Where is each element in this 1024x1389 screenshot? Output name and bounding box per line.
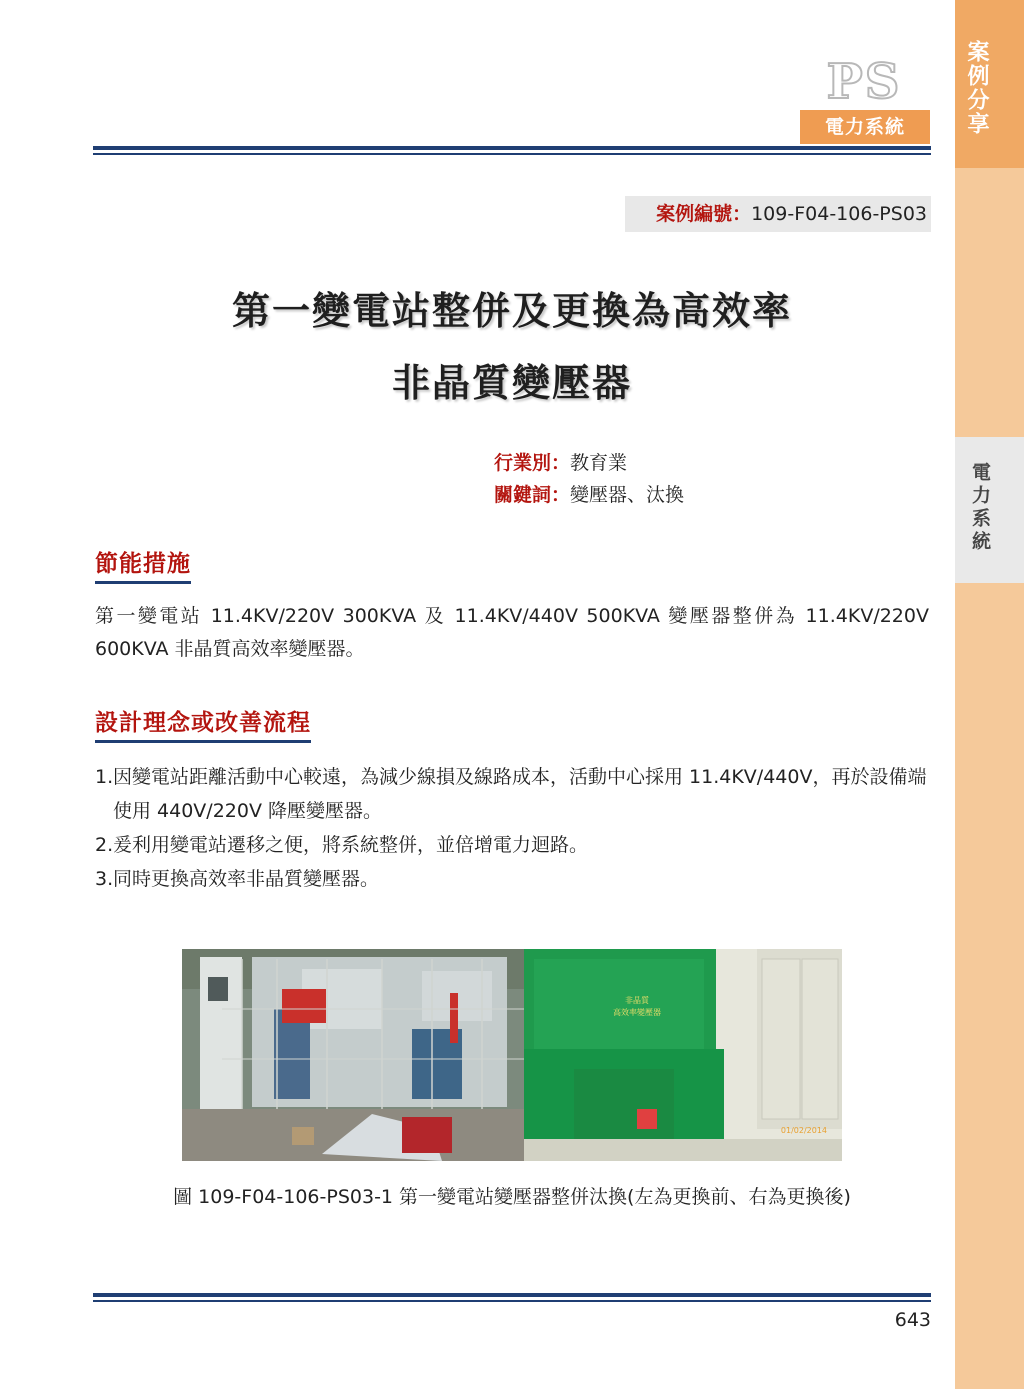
- list-item: [95, 828, 935, 862]
- figure-caption: 圖 109-F04-106-PS03-1 第一變電站變壓器整併汰換(左為更換前、右為更換後): [173, 1186, 851, 1208]
- list-item-number: 2.: [95, 834, 114, 856]
- case-label: 案例編號：: [656, 203, 752, 225]
- list-item-text: 爰利用變電站遷移之便，將系統整併，並倍增電力迴路。: [113, 834, 589, 856]
- header-rule-thin: [93, 153, 931, 155]
- section-label: 電力系統: [800, 110, 930, 144]
- photo-before: [182, 949, 524, 1161]
- case-number: 109-F04-106-PS03: [751, 203, 927, 225]
- list-item-number: 3.: [95, 868, 114, 890]
- page-title-line2: 非晶質變壓器: [391, 361, 632, 405]
- industry-row: [494, 448, 627, 478]
- section-heading-design: 設計理念或改善流程: [95, 704, 311, 743]
- list-item-number: 1.: [95, 766, 114, 788]
- footer-rule: [93, 1293, 931, 1297]
- footer-rule-thin: [93, 1300, 931, 1302]
- category-tab-label: 案例分享: [964, 40, 989, 136]
- design-list: [95, 760, 935, 896]
- keywords-label: 關鍵詞：: [494, 484, 571, 506]
- section-heading-measures: 節能措施: [95, 545, 191, 584]
- header-rule: [93, 146, 931, 150]
- list-item: [95, 862, 935, 896]
- industry-label: 行業別：: [494, 452, 571, 474]
- substation-photos: [182, 949, 842, 1161]
- case-number-box: [625, 196, 931, 232]
- list-item-text: 因變電站距離活動中心較遠，為減少線損及線路成本，活動中心採用 11.4KV/440V，再於設備端使用 440V/220V 降壓變壓器。: [113, 766, 927, 822]
- page-number: 643: [894, 1309, 931, 1331]
- photo-after: [524, 949, 842, 1161]
- transformer-sign-line2: 高效率變壓器: [613, 1008, 661, 1017]
- transformer-sign-line1: 非晶質: [625, 996, 649, 1005]
- side-tab-strip: [955, 0, 1024, 1389]
- industry-value: 教育業: [570, 452, 628, 474]
- section-tab-label: 電力系統: [969, 462, 991, 554]
- list-item: [95, 760, 935, 828]
- ps-logo: PS: [826, 54, 902, 110]
- page-title-line1: 第一變電站整併及更換為高效率: [231, 289, 792, 333]
- list-item-text: 同時更換高效率非晶質變壓器。: [113, 868, 380, 890]
- keywords-row: [494, 480, 684, 510]
- measures-paragraph: 第一變電站 11.4KV/220V 300KVA 及 11.4KV/440V 500KVA 變壓器整併為 11.4KV/220V 600KVA 非晶質高效率變壓器。: [95, 605, 929, 660]
- photo-date-stamp: 01/02/2014: [780, 1126, 827, 1135]
- keywords-value: 變壓器、汰換: [570, 484, 685, 506]
